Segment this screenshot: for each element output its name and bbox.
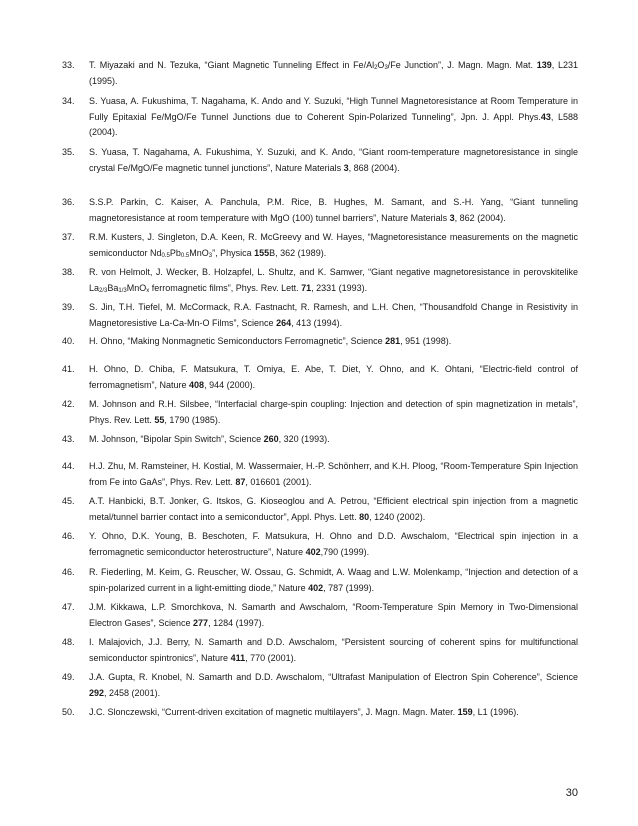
- reference-text: S. Yuasa, T. Nagahama, A. Fukushima, Y. Suzuki, and K. Ando, “Giant room-temperature magnetoresistance in single crystal Fe/MgO/Fe magnetic tunnel junctions”, Nature Materials 3, 868 (2004).: [89, 147, 578, 173]
- reference-entry: [62, 145, 578, 176]
- reference-number: 47.: [62, 602, 75, 612]
- reference-entry: [62, 334, 578, 350]
- reference-text: S. Yuasa, A. Fukushima, T. Nagahama, K. Ando and Y. Suzuki, “High Tunnel Magnetoresistance at Room Temperature in Fully Epitaxial Fe/MgO/Fe Tunnel Junctions due to Coherent Spin-Polarized Tunneling”, Jpn. J. Appl. Phys.43, L588 (2004).: [89, 96, 578, 137]
- reference-entry: [62, 494, 578, 525]
- reference-text: A.T. Hanbicki, B.T. Jonker, G. Itskos, G. Kioseoglou and A. Petrou, “Efficient electrical spin injection from a magnetic metal/tunnel barrier contact into a semiconductor”, Appl. Phys. Lett. 80, 1240 (2002).: [89, 496, 578, 522]
- reference-number: 37.: [62, 232, 75, 242]
- reference-number: 33.: [62, 60, 75, 70]
- reference-number: 49.: [62, 672, 75, 682]
- reference-entry: [62, 635, 578, 666]
- reference-entry: [62, 230, 578, 261]
- reference-number: 42.: [62, 399, 75, 409]
- reference-entry: [62, 529, 578, 560]
- reference-entry: [62, 397, 578, 428]
- reference-text: J.C. Slonczewski, “Current-driven excitation of magnetic multilayers”, J. Magn. Magn. Mater. 159, L1 (1996).: [89, 707, 519, 717]
- reference-text: R. Fiederling, M. Keim, G. Reuscher, W. Ossau, G. Schmidt, A. Waag and L.W. Molenkamp, “Injection and detection of a spin-polarized current in a light-emitting diode,” Nature 402, 787 (1999).: [89, 567, 578, 593]
- reference-number: 46.: [62, 531, 75, 541]
- reference-entry: [62, 600, 578, 631]
- reference-entry: [62, 459, 578, 490]
- reference-number: 40.: [62, 336, 75, 346]
- reference-number: 35.: [62, 147, 75, 157]
- reference-entry: [62, 670, 578, 701]
- reference-text: T. Miyazaki and N. Tezuka, “Giant Magnetic Tunneling Effect in $Fe/Al_2O_3/Fe$ Junction”, J. Magn. Magn. Mat. 139, L231 (1995).: [89, 60, 578, 86]
- reference-text: M. Johnson, “Bipolar Spin Switch”, Science 260, 320 (1993).: [89, 434, 330, 444]
- reference-entry: [62, 265, 578, 296]
- reference-entry: [62, 705, 578, 721]
- reference-number: 38.: [62, 267, 75, 277]
- reference-number: 45.: [62, 496, 75, 506]
- reference-text: H. Ohno, D. Chiba, F. Matsukura, T. Omiya, E. Abe, T. Diet, Y. Ohno, and K. Ohtani, “Electric-field control of ferromagnetism”, Nature 408, 944 (2000).: [89, 364, 578, 390]
- reference-number: 44.: [62, 461, 75, 471]
- reference-entry: [62, 565, 578, 596]
- reference-entry: [62, 58, 578, 89]
- reference-text: R.M. Kusters, J. Singleton, D.A. Keen, R. McGreevy and W. Hayes, “Magnetoresistance measurements on the magnetic semiconductor $Nd_{0.5}Pb_{0.5}MnO_3$”, Physica 155B, 362 (1989).: [89, 232, 578, 259]
- reference-entry: [62, 362, 578, 393]
- reference-text: J.M. Kikkawa, L.P. Smorchkova, N. Samarth and Awschalom, “Room-Temperature Spin Memory in Two-Dimensional Electron Gases”, Science 277, 1284 (1997).: [89, 602, 578, 628]
- reference-number: 43.: [62, 434, 75, 444]
- reference-text: Y. Ohno, D.K. Young, B. Beschoten, F. Matsukura, H. Ohno and D.D. Awschalom, “Electrical spin injection in a ferromagnetic semiconductor heterostructure”, Nature 402,790 (1999).: [89, 531, 578, 557]
- reference-number: 36.: [62, 197, 75, 207]
- reference-text: H.J. Zhu, M. Ramsteiner, H. Kostial, M. Wassermaier, H.-P. Schönherr, and K.H. Ploog, “Room-Temperature Spin Injection from Fe into GaAs”, Phys. Rev. Lett. 87, 016601 (2001).: [89, 461, 578, 487]
- reference-number: 48.: [62, 637, 75, 647]
- reference-text: S.S.P. Parkin, C. Kaiser, A. Panchula, P.M. Rice, B. Hughes, M. Samant, and S.-H. Yang, “Giant tunneling magnetoresistance at room temperature with MgO (100) tunnel barriers”, Nature Materials 3, 862 (2004).: [89, 197, 578, 223]
- reference-number: 39.: [62, 302, 75, 312]
- reference-number: 50.: [62, 707, 75, 717]
- reference-entry: [62, 300, 578, 331]
- reference-text: R. von Helmolt, J. Wecker, B. Holzapfel, L. Shultz, and K. Samwer, “Giant negative magnetoresistance in perovskitelike $La_{2/3}Ba_{1/3}MnO_x$ ferromagnetic films”, Phys. Rev. Lett. 71, 2331 (1993).: [89, 267, 578, 294]
- reference-text: M. Johnson and R.H. Silsbee, “Interfacial charge-spin coupling: Injection and detection of spin magnetization in metals”, Phys. Rev. Lett. 55, 1790 (1985).: [89, 399, 578, 425]
- reference-number: 34.: [62, 96, 75, 106]
- reference-number: 46.: [62, 567, 75, 577]
- reference-entry: [62, 195, 578, 226]
- reference-entry: [62, 432, 578, 448]
- reference-text: S. Jin, T.H. Tiefel, M. McCormack, R.A. Fastnacht, R. Ramesh, and L.H. Chen, “Thousandfold Change in Resistivity in Magnetoresistive La-Ca-Mn-O Films”, Science 264, 413 (1994).: [89, 302, 578, 328]
- reference-text: J.A. Gupta, R. Knobel, N. Samarth and D.D. Awschalom, “Ultrafast Manipulation of Electron Spin Coherence”, Science 292, 2458 (2001).: [89, 672, 578, 698]
- reference-text: H. Ohno, “Making Nonmagnetic Semiconductors Ferromagnetic”, Science 281, 951 (1998).: [89, 336, 452, 346]
- reference-entry: [62, 94, 578, 141]
- reference-text: I. Malajovich, J.J. Berry, N. Samarth and D.D. Awschalom, “Persistent sourcing of coherent spins for multifunctional semiconductor spintronics”, Nature 411, 770 (2001).: [89, 637, 578, 663]
- reference-number: 41.: [62, 364, 75, 374]
- page-number: 30: [565, 787, 578, 799]
